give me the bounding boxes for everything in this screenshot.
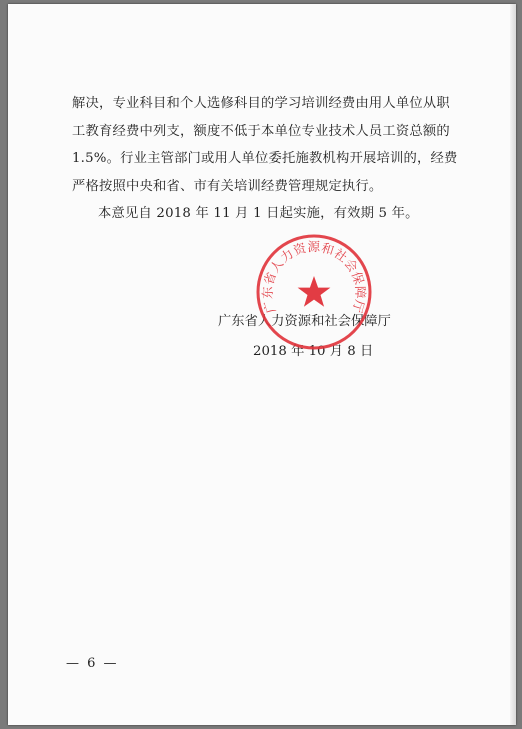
effective-date-line: 本意见自 2018 年 11 月 1 日起实施，有效期 5 年。 [98,206,419,221]
document-page [8,4,516,725]
issue-date: 2018 年 10 月 8 日 [253,344,374,359]
official-seal-icon [254,232,374,352]
issuer-name: 广东省人力资源和社会保障厅 [218,314,391,329]
paragraph-line: 解决，专业科目和个人选修科目的学习培训经费由用人单位从职 [72,96,450,111]
paragraph-line: 1.5%。行业主管部门或用人单位委托施教机构开展培训的，经费 [72,151,458,166]
seal-star-icon [298,276,331,307]
page-edge-shadow [510,4,516,725]
seal-text: 广东省人力资源和社会保障厅 [259,239,369,316]
page-number: — 6 — [66,656,119,671]
body-paragraph [72,90,458,228]
paragraph-line: 严格按照中央和省、市有关培训经费管理规定执行。 [72,178,383,194]
paragraph-line: 工教育经费中列支，额度不低于本单位专业技术人员工资总额的 [72,123,450,139]
